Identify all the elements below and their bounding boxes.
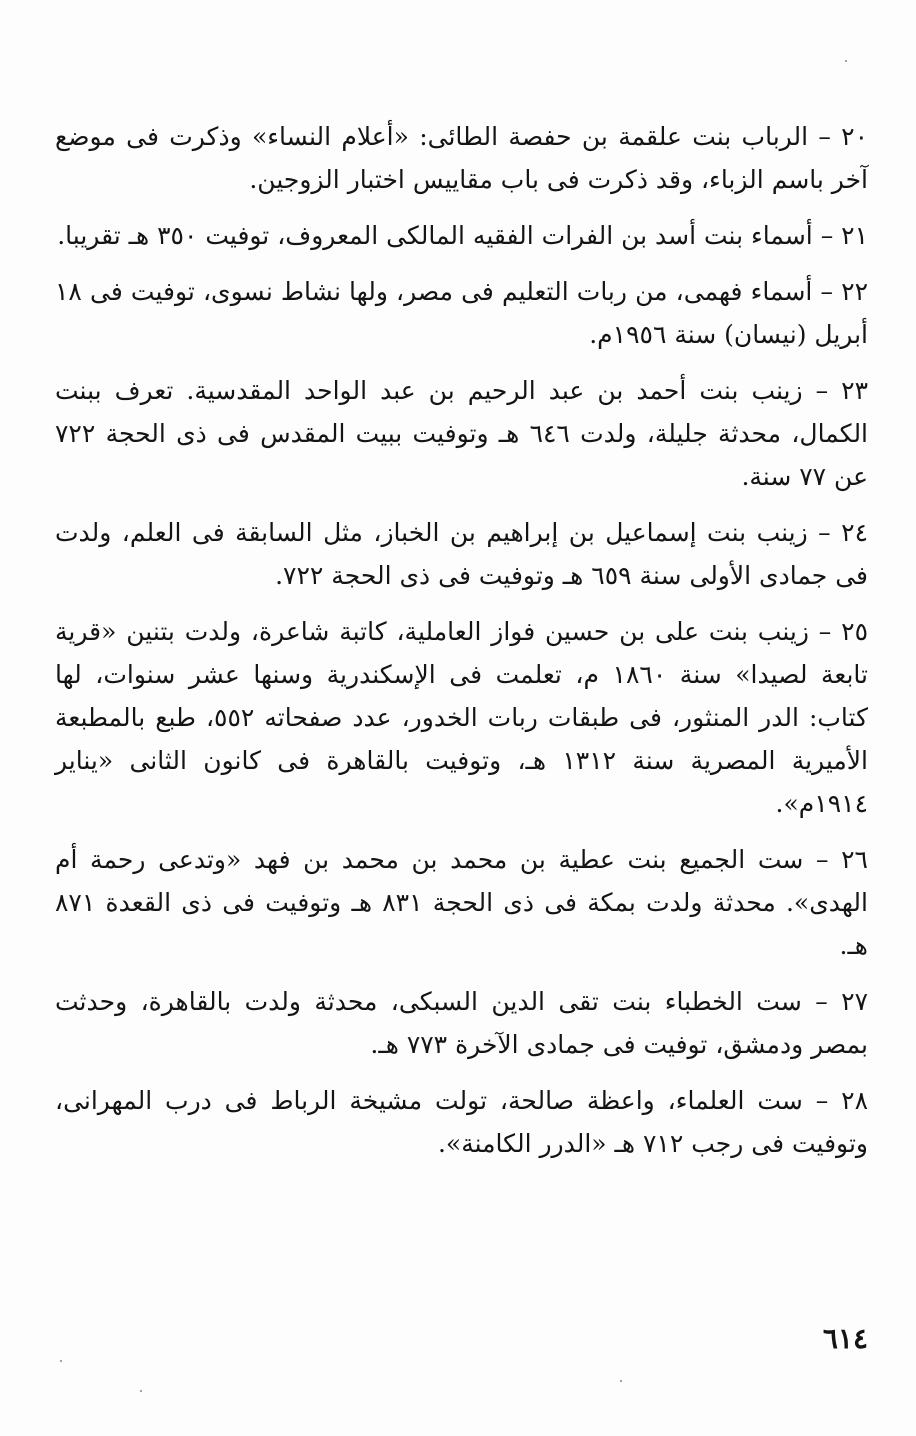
entry-text: ست الخطباء بنت تقى الدين السبكى، محدثة ولدت بالقاهرة، وحدثت بمصر ودمشق، توفيت فى جمادى الآخرة ٧٧٣ هـ. (55, 987, 868, 1059)
entry-dash: – (815, 1086, 829, 1115)
biography-list (55, 115, 868, 1178)
entry-22 (55, 270, 868, 356)
scan-speck (140, 1390, 142, 1392)
entry-dash: – (815, 376, 829, 405)
entry-text: الرباب بنت علقمة بن حفصة الطائى: «أعلام النساء» وذكرت فى موضع آخر باسم الزباء، وقد ذكرت فى باب مقاييس اختبار الزوجين. (55, 122, 868, 194)
entry-text: ست الجميع بنت عطية بن محمد بن محمد بن فهد «وتدعى رحمة أم الهدى». محدثة ولدت بمكة فى ذى الحجة ٨٣١ هـ وتوفيت فى ذى القعدة ٨٧١ هـ. (55, 845, 868, 960)
entry-24 (55, 511, 868, 597)
entry-dash: – (820, 277, 833, 306)
entry-21 (55, 214, 868, 257)
entry-dash: – (820, 221, 834, 250)
entry-text: أسماء بنت أسد بن الفرات الفقيه المالكى المعروف، توفيت ٣٥٠ هـ تقريبا. (57, 221, 813, 250)
entry-dash: – (815, 987, 828, 1016)
entry-23 (55, 369, 868, 498)
entry-number: ٢٤ (841, 518, 868, 547)
entry-text: زينب بنت على بن حسين فواز العاملية، كاتبة شاعرة، ولدت بتنين «قرية تابعة لصيدا» سنة ١٨٦٠ م، تعلمت فى الإسكندرية وسنها عشر سنوات، لها كتاب: الدر المنثور، فى طبقات ربات الخدور، عدد صفحاته ٥٥٢، طبع بالمطبعة الأميرية المصرية سنة ١٣١٢ هـ، وتوفيت بالقاهرة فى كانون الثانى «يناير ١٩١٤م». (55, 617, 868, 818)
entry-27 (55, 980, 868, 1066)
page-number: ٦١٤ (822, 1322, 868, 1355)
entry-text: زينب بنت إسماعيل بن إبراهيم بن الخباز، مثل السابقة فى العلم، ولدت فى جمادى الأولى سنة ٦٥٩ هـ وتوفيت فى ذى الحجة ٧٢٢. (55, 518, 868, 590)
entry-text: ست العلماء، واعظة صالحة، تولت مشيخة الرباط فى درب المهرانى، وتوفيت فى رجب ٧١٢ هـ «الدرر الكامنة». (55, 1086, 868, 1158)
entry-25 (55, 610, 868, 825)
scan-speck (60, 1360, 62, 1362)
entry-dash: – (818, 617, 832, 646)
entry-number: ٢٥ (841, 617, 869, 646)
entry-number: ٢٠ (841, 122, 868, 151)
entry-text: أسماء فهمى، من ربات التعليم فى مصر، ولها نشاط نسوى، توفيت فى ١٨ أبريل (نيسان) سنة ١٩٥٦م. (55, 277, 868, 349)
entry-number: ٢٧ (841, 987, 868, 1016)
entry-20 (55, 115, 868, 201)
entry-dash: – (815, 845, 829, 874)
scan-speck (845, 60, 847, 62)
entry-number: ٢٨ (841, 1086, 868, 1115)
entry-dash: – (818, 122, 831, 151)
entry-26 (55, 838, 868, 967)
entry-number: ٢٣ (841, 376, 868, 405)
entry-28 (55, 1079, 868, 1165)
entry-number: ٢٢ (841, 277, 868, 306)
scan-speck (620, 1380, 622, 1382)
entry-number: ٢٦ (841, 845, 868, 874)
entry-dash: – (818, 518, 831, 547)
entry-number: ٢١ (841, 221, 868, 250)
entry-text: زينب بنت أحمد بن عبد الرحيم بن عبد الواحد المقدسية. تعرف ببنت الكمال، محدثة جليلة، ولدت ٦٤٦ هـ وتوفيت ببيت المقدس فى ذى الحجة ٧٢٢ عن ٧٧ سنة. (55, 376, 869, 491)
